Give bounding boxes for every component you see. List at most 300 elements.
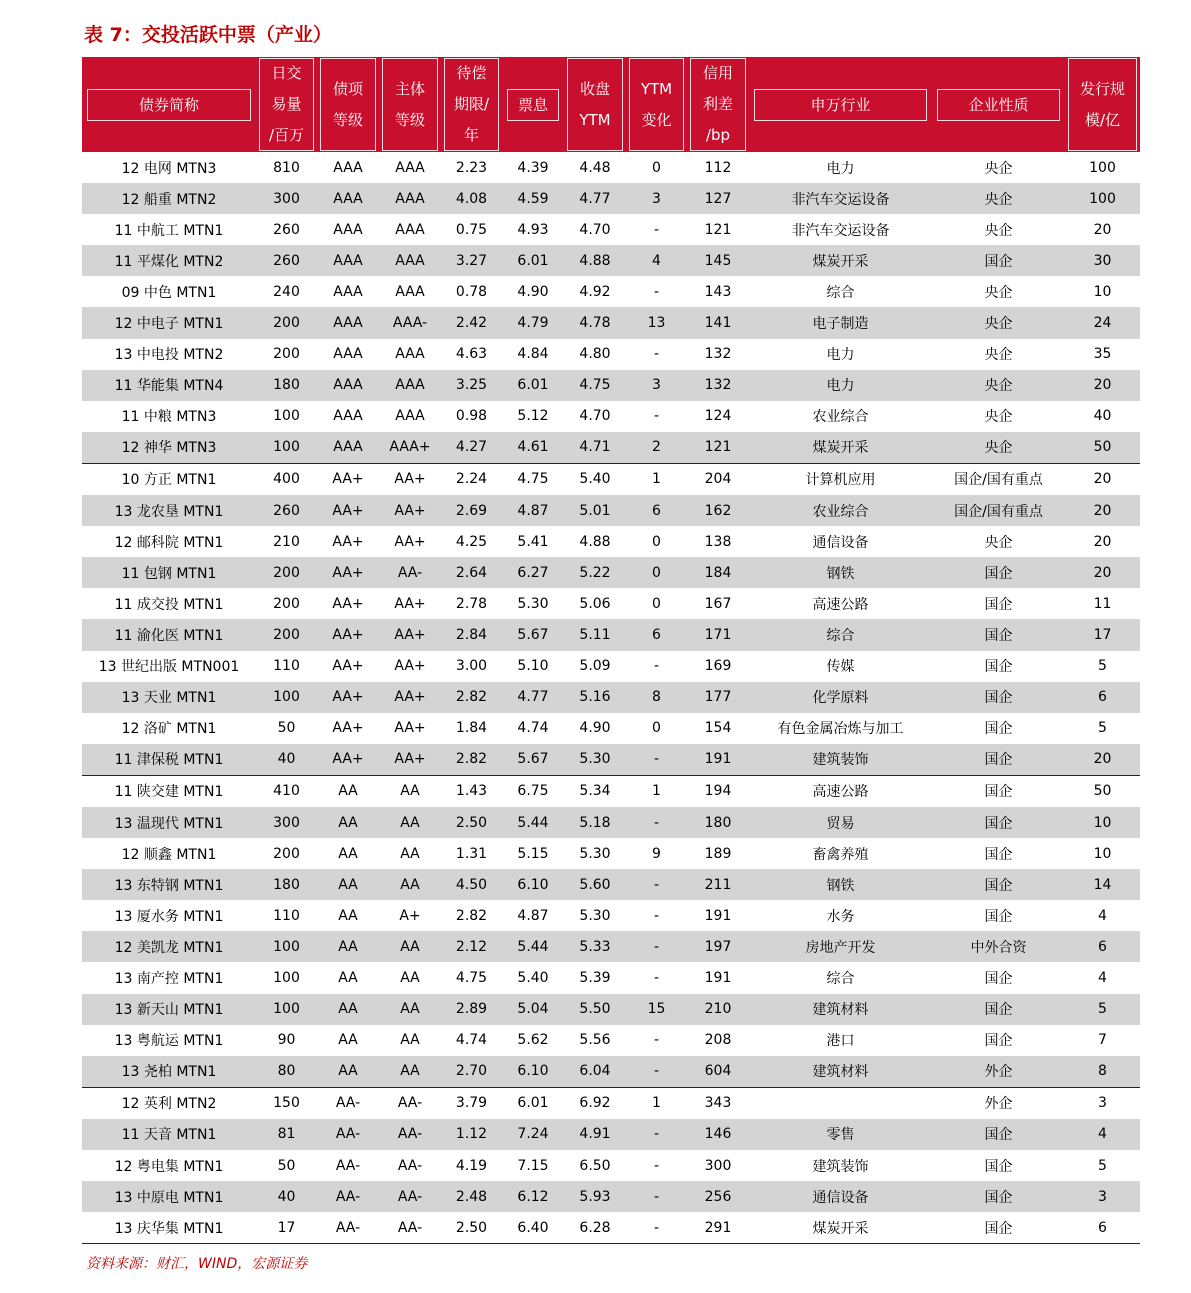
table-cell: 5.44 — [502, 931, 564, 962]
table-cell: 4 — [1065, 1119, 1140, 1150]
table-cell: 13 温现代 MTN1 — [82, 807, 256, 838]
table-cell: AA+ — [317, 744, 379, 776]
table-cell: 国企 — [984, 659, 1013, 676]
table-cell: - — [653, 1157, 660, 1174]
table-cell: 20 — [1065, 557, 1140, 588]
table-cell: 国企 — [984, 596, 1013, 613]
table-cell: 167 — [704, 595, 732, 612]
table-cell: AA- — [397, 1157, 423, 1174]
table-cell: 有色金属冶炼与加工 — [777, 721, 904, 738]
table-cell: 4.90 — [517, 283, 549, 300]
table-cell: 4.93 — [517, 221, 549, 238]
table-cell: AAA — [395, 283, 425, 300]
table-cell: AA — [338, 907, 358, 924]
table-cell: 4.79 — [502, 307, 564, 338]
table-cell: 煤炭开采 — [749, 432, 932, 464]
table-cell: 电力 — [826, 347, 855, 364]
table-cell: 0 — [626, 557, 687, 588]
column-header-label: 等级 — [332, 110, 363, 129]
table-cell: 100 — [256, 994, 317, 1025]
table-cell: 9 — [652, 845, 661, 862]
table-row — [82, 713, 1140, 744]
table-cell: 3 — [626, 370, 687, 401]
column-header-label: 利差 — [702, 95, 733, 113]
table-cell: - — [653, 1032, 660, 1049]
table-cell: 央企 — [984, 534, 1013, 551]
table-cell: - — [626, 869, 687, 900]
table-row — [82, 619, 1140, 650]
table-cell: 300 — [256, 183, 317, 214]
table-row — [82, 1150, 1140, 1181]
table-cell: 5.11 — [564, 619, 626, 650]
table-cell: 0 — [652, 533, 661, 550]
table-cell: 13 — [626, 307, 687, 338]
table-cell: 3.00 — [455, 658, 488, 675]
table-cell: 通信设备 — [749, 1181, 932, 1212]
table-cell: AAA- — [379, 307, 441, 338]
table-cell: 200 — [256, 557, 317, 588]
table-row — [82, 1119, 1140, 1150]
table-cell: 24 — [1065, 307, 1140, 338]
table-cell: 4.75 — [455, 969, 488, 986]
table-cell: 1 — [626, 1087, 687, 1119]
table-cell: 2.64 — [441, 557, 502, 588]
table-cell: 210 — [273, 533, 300, 550]
table-cell: AAA — [317, 370, 379, 401]
table-cell: 13 世纪出版 MTN001 — [98, 659, 240, 676]
table-cell: AA+ — [379, 619, 441, 650]
table-cell: 11 华能集 MTN4 — [82, 370, 256, 401]
table-cell: 央企 — [984, 347, 1013, 364]
table-cell: AA — [317, 775, 379, 807]
table-cell: 112 — [704, 159, 732, 176]
table-cell: 300 — [704, 1157, 732, 1174]
table-cell: 0 — [652, 159, 661, 176]
column-header-label: 日交 — [271, 64, 302, 82]
table-cell: 5.04 — [502, 994, 564, 1025]
table-cell: 建筑装饰 — [812, 1158, 869, 1175]
table-cell: 12 船重 MTN2 — [82, 183, 256, 214]
table-cell: 4 — [626, 245, 687, 276]
table-cell: 4.87 — [502, 495, 564, 526]
table-row — [82, 1181, 1140, 1212]
table-cell: 5.06 — [579, 595, 611, 612]
table-cell: 煤炭开采 — [812, 1220, 869, 1237]
table-cell: 13 厦水务 MTN1 — [114, 908, 224, 925]
table-cell: 6 — [626, 495, 687, 526]
table-cell: 124 — [704, 408, 732, 425]
table-cell: AA+ — [394, 720, 426, 737]
table-cell: AAA — [395, 221, 425, 238]
table-cell: 5.09 — [579, 658, 611, 675]
column-header — [932, 57, 1065, 152]
table-cell: 建筑材料 — [749, 994, 932, 1025]
table-cell: 81 — [256, 1119, 317, 1150]
table-cell: 6.12 — [502, 1181, 564, 1212]
table-cell: 国企 — [932, 994, 1065, 1025]
table-cell: 中外合资 — [932, 931, 1065, 962]
table-cell: 4.84 — [517, 346, 549, 363]
table-cell: 100 — [256, 432, 317, 464]
table-cell: 1 — [626, 463, 687, 495]
table-cell: 191 — [704, 907, 732, 924]
table-row — [82, 807, 1140, 838]
table-cell: 100 — [256, 682, 317, 713]
table-cell: 央企 — [984, 409, 1013, 426]
table-cell: 电力 — [749, 370, 932, 401]
column-header-label: 票息 — [517, 95, 548, 114]
table-cell: 40 — [256, 1181, 317, 1212]
table-cell: 国企 — [984, 970, 1013, 987]
table-cell: 5.60 — [564, 869, 626, 900]
table-cell: 港口 — [826, 1033, 855, 1050]
table-cell: 260 — [273, 221, 300, 238]
table-row — [82, 526, 1140, 557]
table-cell: 2.70 — [441, 1056, 502, 1088]
table-cell: 6.40 — [517, 1219, 549, 1236]
table-cell: 4.90 — [579, 720, 611, 737]
table-cell: 11 陕交建 MTN1 — [82, 775, 256, 807]
table-cell: 国企 — [932, 775, 1065, 807]
column-header — [749, 57, 932, 152]
bond-table-container — [82, 57, 1140, 1243]
table-cell: 50 — [1065, 775, 1140, 807]
table-row — [82, 744, 1140, 776]
table-cell: AAA — [395, 346, 425, 363]
table-cell: 12 美凯龙 MTN1 — [82, 931, 256, 962]
table-cell: 6.50 — [579, 1157, 611, 1174]
table-cell: 4.70 — [579, 221, 611, 238]
table-cell: 6.04 — [564, 1056, 626, 1088]
column-header-box — [507, 89, 559, 121]
table-cell: 6.10 — [502, 869, 564, 900]
column-header — [317, 57, 379, 152]
table-cell: 20 — [1065, 463, 1140, 495]
table-cell: AAA — [379, 370, 441, 401]
table-cell: AA — [400, 969, 420, 986]
table-cell: 5.67 — [502, 619, 564, 650]
table-row — [82, 1212, 1140, 1243]
column-header-label: 收盘 — [579, 79, 610, 98]
table-cell: 211 — [687, 869, 749, 900]
table-cell: 810 — [273, 159, 300, 176]
table-cell: 5.12 — [517, 408, 549, 425]
table-cell: 5.39 — [579, 969, 611, 986]
table-cell: 5.10 — [517, 658, 549, 675]
table-title: 表 7：交投活跃中票（产业） — [84, 24, 332, 46]
column-header-box — [382, 58, 438, 151]
table-cell: 非汽车交运设备 — [791, 222, 890, 239]
table-cell: 197 — [687, 931, 749, 962]
table-cell: 162 — [687, 495, 749, 526]
table-cell: 6.27 — [502, 557, 564, 588]
table-cell: AAA — [395, 159, 425, 176]
column-header-label: 企业性质 — [968, 95, 1029, 114]
table-cell: 11 渝化医 MTN1 — [82, 619, 256, 650]
table-cell: - — [653, 221, 660, 238]
table-row — [82, 463, 1140, 495]
column-header-label: 债券简称 — [138, 95, 199, 114]
table-cell: 10 — [1093, 283, 1112, 300]
table-row — [82, 775, 1140, 807]
table-cell: 12 英利 MTN2 — [82, 1087, 256, 1119]
table-cell: 国企 — [932, 619, 1065, 650]
table-cell: 10 — [1093, 845, 1112, 862]
table-cell: AA+ — [379, 495, 441, 526]
table-cell: 11 平煤化 MTN2 — [82, 245, 256, 276]
table-cell: 传媒 — [826, 659, 855, 676]
table-cell: 综合 — [749, 619, 932, 650]
table-cell: AA+ — [394, 658, 426, 675]
table-cell: 4.88 — [579, 533, 611, 550]
table-cell: AA — [400, 1032, 420, 1049]
table-cell: 通信设备 — [812, 534, 869, 551]
table-row — [82, 557, 1140, 588]
table-cell: 5.30 — [517, 595, 549, 612]
table-cell: 146 — [687, 1119, 749, 1150]
table-cell: - — [653, 658, 660, 675]
table-cell: 11 包钢 MTN1 — [82, 557, 256, 588]
table-cell: 240 — [273, 283, 300, 300]
table-cell: 13 东特钢 MTN1 — [82, 869, 256, 900]
table-cell: 5.15 — [517, 845, 549, 862]
table-cell: 0.78 — [455, 283, 488, 300]
column-header — [82, 57, 256, 152]
table-cell: 184 — [687, 557, 749, 588]
table-row — [82, 838, 1140, 869]
table-cell: 5.62 — [517, 1032, 549, 1049]
table-cell: 210 — [687, 994, 749, 1025]
table-cell: 农业综合 — [749, 495, 932, 526]
table-cell: 6 — [1065, 682, 1140, 713]
table-row — [82, 869, 1140, 900]
table-cell: 6 — [1065, 931, 1140, 962]
table-row — [82, 276, 1140, 307]
table-cell: AA — [317, 994, 379, 1025]
table-cell: 20 — [1065, 370, 1140, 401]
table-cell: AA — [379, 807, 441, 838]
table-cell: 4.74 — [517, 720, 549, 737]
table-cell: 191 — [687, 744, 749, 776]
table-cell: AA- — [397, 1219, 423, 1236]
table-cell: 5.01 — [564, 495, 626, 526]
table-cell: 110 — [273, 907, 300, 924]
table-cell: 13 龙农垦 MTN1 — [82, 495, 256, 526]
table-cell: 国企 — [932, 1181, 1065, 1212]
table-cell: 国企 — [932, 807, 1065, 838]
table-cell: 154 — [704, 720, 732, 737]
column-header-label: 主体 — [394, 79, 425, 98]
table-cell: AA+ — [394, 533, 426, 550]
table-cell: 农业综合 — [812, 409, 869, 426]
table-cell: 121 — [704, 221, 732, 238]
table-cell: AA — [338, 1032, 358, 1049]
table-cell: 5.40 — [517, 969, 549, 986]
table-cell: 40 — [1093, 408, 1112, 425]
table-cell: 国企 — [984, 721, 1013, 738]
table-cell: AAA — [317, 307, 379, 338]
table-cell: 4.63 — [455, 346, 488, 363]
table-row — [82, 152, 1140, 183]
table-cell: 12 中电子 MTN1 — [82, 307, 256, 338]
table-cell: 5 — [1098, 658, 1107, 675]
table-cell: 5 — [1098, 720, 1107, 737]
table-cell: 410 — [256, 775, 317, 807]
table-cell: 5 — [1065, 994, 1140, 1025]
table-cell: 100 — [256, 931, 317, 962]
table-cell: 2.82 — [441, 744, 502, 776]
table-cell: 6.92 — [564, 1087, 626, 1119]
table-cell: 200 — [273, 346, 300, 363]
table-cell: 4.78 — [564, 307, 626, 338]
table-cell: 国企 — [932, 869, 1065, 900]
table-cell: 200 — [273, 595, 300, 612]
table-cell: 2.78 — [455, 595, 488, 612]
table-cell: 煤炭开采 — [749, 245, 932, 276]
table-cell: 零售 — [749, 1119, 932, 1150]
table-cell: 13 尧柏 MTN1 — [82, 1056, 256, 1088]
table-cell: 房地产开发 — [749, 931, 932, 962]
column-header-label: 申万行业 — [810, 95, 871, 114]
table-cell: 143 — [704, 283, 732, 300]
table-cell: 191 — [704, 969, 732, 986]
column-header-box — [1068, 58, 1137, 151]
table-cell: 国企 — [932, 1119, 1065, 1150]
table-cell: 国企 — [984, 1033, 1013, 1050]
table-cell: AA- — [379, 557, 441, 588]
table-cell: AAA — [379, 245, 441, 276]
table-cell: 204 — [687, 463, 749, 495]
table-cell: 3 — [1065, 1181, 1140, 1212]
table-cell: 260 — [256, 495, 317, 526]
table-row — [82, 588, 1140, 619]
table-cell: 计算机应用 — [749, 463, 932, 495]
table-row — [82, 682, 1140, 713]
table-cell: 高速公路 — [749, 775, 932, 807]
table-cell: 13 天业 MTN1 — [82, 682, 256, 713]
table-cell: 化学原料 — [749, 682, 932, 713]
table-cell: 200 — [256, 307, 317, 338]
table-cell: 国企 — [932, 557, 1065, 588]
table-cell: AA+ — [317, 557, 379, 588]
table-cell: 央企 — [932, 307, 1065, 338]
table-cell: 2.24 — [441, 463, 502, 495]
table-cell: 09 中色 MTN1 — [121, 284, 217, 301]
table-cell: 国企 — [932, 744, 1065, 776]
table-cell: 水务 — [826, 908, 855, 925]
table-cell: 189 — [704, 845, 732, 862]
table-cell: 2.48 — [441, 1181, 502, 1212]
table-cell: 4.08 — [441, 183, 502, 214]
table-cell: 17 — [1065, 619, 1140, 650]
table-cell: 100 — [273, 408, 300, 425]
table-cell: 15 — [626, 994, 687, 1025]
table-cell: 177 — [687, 682, 749, 713]
table-bottom-rule — [82, 1243, 1140, 1244]
table-cell: 180 — [256, 370, 317, 401]
table-cell: 建筑材料 — [749, 1056, 932, 1088]
table-cell: AAA+ — [379, 432, 441, 464]
table-cell: AA+ — [317, 682, 379, 713]
table-cell: 5.50 — [564, 994, 626, 1025]
table-cell: 4.59 — [502, 183, 564, 214]
table-cell: 171 — [687, 619, 749, 650]
table-cell: 外企 — [932, 1056, 1065, 1088]
table-cell: 4 — [1098, 969, 1107, 986]
table-cell: 国企 — [984, 846, 1013, 863]
column-header-label: YTM — [579, 110, 611, 129]
column-header — [441, 57, 502, 152]
table-cell: AA — [338, 969, 358, 986]
table-cell: - — [653, 907, 660, 924]
table-cell: 604 — [687, 1056, 749, 1088]
table-cell: 12 神华 MTN3 — [82, 432, 256, 464]
table-row — [82, 1056, 1140, 1088]
table-cell: 256 — [687, 1181, 749, 1212]
table-cell — [749, 1087, 932, 1119]
table-cell: 7.15 — [517, 1157, 549, 1174]
table-cell: AA — [317, 869, 379, 900]
table-cell: 6.10 — [502, 1056, 564, 1088]
table-row — [82, 401, 1140, 432]
table-cell: 综合 — [826, 284, 855, 301]
table-cell: 200 — [256, 619, 317, 650]
table-cell: AA- — [317, 1119, 379, 1150]
table-row — [82, 245, 1140, 276]
column-header — [1065, 57, 1140, 152]
table-cell: 3 — [626, 183, 687, 214]
table-cell: 国企 — [932, 245, 1065, 276]
table-cell: 5.22 — [564, 557, 626, 588]
table-cell: - — [626, 1056, 687, 1088]
table-cell: 150 — [256, 1087, 317, 1119]
column-header-box — [754, 89, 927, 121]
table-row — [82, 183, 1140, 214]
table-cell: AA — [379, 931, 441, 962]
table-cell: 4.75 — [502, 463, 564, 495]
table-cell: AAA — [333, 221, 363, 238]
table-cell: AA- — [379, 1119, 441, 1150]
column-header-label: /百万 — [268, 126, 305, 144]
table-row — [82, 307, 1140, 338]
table-cell: 5.18 — [564, 807, 626, 838]
table-cell: AA+ — [394, 595, 426, 612]
column-header-box — [567, 58, 623, 151]
table-cell: 4.77 — [564, 183, 626, 214]
table-row — [82, 370, 1140, 401]
table-cell: 央企 — [984, 284, 1013, 301]
table-cell: 钢铁 — [749, 557, 932, 588]
column-header-label: 变化 — [641, 110, 672, 129]
table-cell: - — [653, 969, 660, 986]
table-cell: AA- — [335, 1157, 361, 1174]
column-header-label: YTM — [640, 79, 673, 98]
table-cell: 2.82 — [455, 907, 488, 924]
column-header-label: 等级 — [394, 110, 425, 129]
table-cell: AA — [379, 869, 441, 900]
table-cell: 6.01 — [502, 370, 564, 401]
table-cell: 非汽车交运设备 — [749, 183, 932, 214]
table-cell: 20 — [1065, 744, 1140, 776]
table-cell: 5.93 — [564, 1181, 626, 1212]
table-cell: 央企 — [932, 370, 1065, 401]
table-cell: AA- — [317, 1087, 379, 1119]
table-cell: AAA — [333, 159, 363, 176]
table-row — [82, 931, 1140, 962]
table-row — [82, 900, 1140, 931]
column-header-box — [937, 89, 1060, 121]
table-cell: 127 — [687, 183, 749, 214]
